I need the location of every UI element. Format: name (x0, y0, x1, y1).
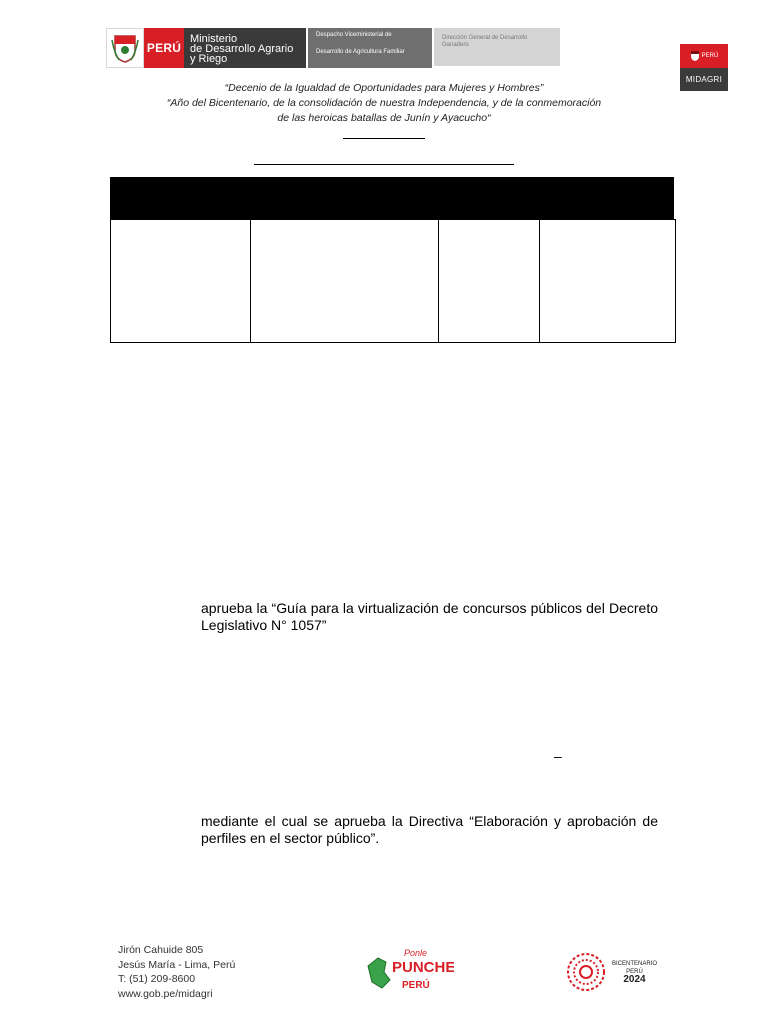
footer-address (118, 943, 235, 1001)
bicentenario-country: PERÚ (626, 969, 643, 975)
dash-mark: – (554, 748, 562, 764)
motto-line: “Año del Bicentenario, de la consolidación de nuestra Independencia, y de la conmemoración (166, 97, 602, 109)
motto-line: de las heroicas batallas de Junín y Ayacucho“ (277, 112, 491, 124)
vice-line: Desarrollo de Agricultura Familiar (316, 49, 405, 55)
table-header (110, 177, 674, 219)
table-column-divider (250, 219, 251, 343)
direction-line: Ganadero (442, 42, 469, 48)
document-table (110, 177, 676, 343)
punche-main: PUNCHE (392, 959, 454, 976)
address-line: Jirón Cahuide 805 (118, 944, 204, 956)
midagri-label: MIDAGRI (680, 68, 728, 91)
ponle-punche-logo (364, 944, 454, 994)
bicentenario-logo (564, 950, 664, 994)
vice-line: Despacho Viceministerial de (316, 32, 392, 38)
table-column-divider (438, 219, 439, 343)
ministry-line: y Riego (190, 53, 228, 65)
direction-name (434, 28, 560, 66)
divider (254, 164, 514, 165)
ministry-line: de Desarrollo Agrario (190, 43, 294, 55)
address-line: T: (51) 209-8600 (118, 973, 196, 985)
bicentenario-emblem-icon (564, 950, 610, 994)
table-column-divider (539, 219, 540, 343)
body-paragraph: mediante el cual se aprueba la Directiva “Elaboración y aprobación de perfiles en el sector público”. (201, 813, 658, 846)
direction-line: Dirección General de Desarrollo (442, 35, 528, 41)
peru-brand-label: PERÚ (144, 28, 184, 68)
coat-of-arms-icon (106, 28, 144, 68)
bicentenario-year: 2024 (623, 974, 646, 985)
body-paragraph: aprueba la “Guía para la virtualización de concursos públicos del Decreto Legislativo N° 1057” (201, 600, 658, 633)
table-row (110, 219, 676, 343)
address-link[interactable]: www.gob.pe/midagri (118, 987, 213, 1000)
divider (343, 138, 425, 139)
ministry-name (184, 28, 306, 68)
address-line: Jesús María - Lima, Perú (118, 958, 236, 971)
bicentenario-label: BICENTENARIO (612, 961, 658, 967)
header-banner (106, 28, 560, 68)
shield-icon (690, 50, 700, 62)
vice-ministry-name (308, 28, 432, 68)
motto-line: “Decenio de la Igualdad de Oportunidades para Mujeres y Hombres” (224, 82, 544, 94)
punche-top: Ponle (404, 948, 428, 958)
punche-bottom: PERÚ (402, 980, 430, 991)
ministry-line: Ministerio (190, 33, 238, 45)
midagri-peru-label: PERÚ (701, 53, 719, 59)
